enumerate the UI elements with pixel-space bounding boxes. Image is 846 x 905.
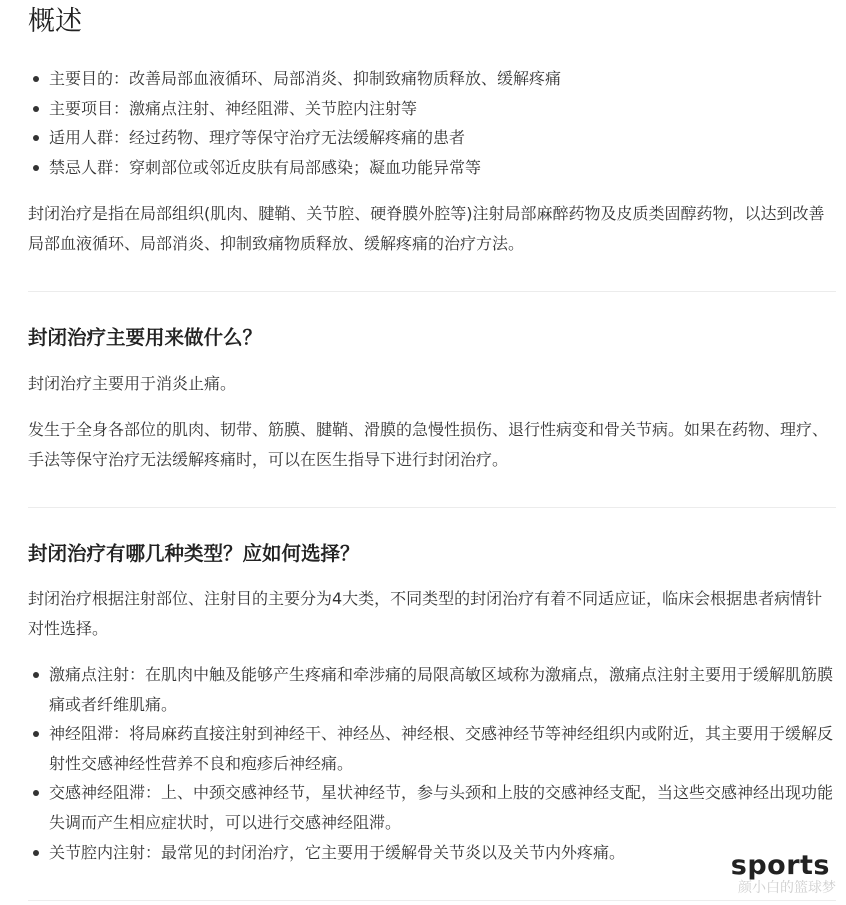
section-divider <box>28 291 836 292</box>
type-item-joint-injection: 关节腔内注射：最常见的封闭治疗，它主要用于缓解骨关节炎以及关节内外疼痛。 <box>28 838 836 868</box>
section-divider <box>28 900 836 901</box>
type-item-sympathetic-block: 交感神经阻滞：上、中颈交感神经节，星状神经节，参与头颈和上肢的交感神经支配，当这些交感神经出现功能失调而产生相应症状时，可以进行交感神经阻滞。 <box>28 778 836 837</box>
type-item-trigger-point: 激痛点注射：在肌肉中触及能够产生疼痛和牵涉痛的局限高敏区域称为激痛点，激痛点注射主要用于缓解肌筋膜痛或者纤维肌痛。 <box>28 660 836 719</box>
uses-paragraph-2: 发生于全身各部位的肌肉、韧带、筋膜、腱鞘、滑膜的急慢性损伤、退行性病变和骨关节病。如果在药物、理疗、手法等保守治疗无法缓解疼痛时，可以在医生指导下进行封闭治疗。 <box>28 420 829 469</box>
summary-list <box>28 64 836 183</box>
page-title: 概述 <box>28 6 82 37</box>
type-item-nerve-block: 神经阻滞：将局麻药直接注射到神经干、神经丛、神经根、交感神经节等神经组织内或附近，其主要用于缓解反射性交感神经性营养不良和疱疹后神经痛。 <box>28 719 836 778</box>
summary-item-purpose: 主要目的：改善局部血液循环、局部消炎、抑制致痛物质释放、缓解疼痛 <box>28 64 836 94</box>
summary-item-projects: 主要项目：激痛点注射、神经阻滞、关节腔内注射等 <box>28 94 836 124</box>
watermark-logo: sports <box>730 850 830 881</box>
section-divider <box>28 507 836 508</box>
types-list <box>28 660 836 867</box>
section-heading-uses: 封闭治疗主要用来做什么？ <box>28 326 263 349</box>
watermark <box>690 851 840 899</box>
watermark-author: 颜小白的篮球梦 <box>738 880 836 896</box>
uses-paragraph-1: 封闭治疗主要用于消炎止痛。 <box>28 374 237 393</box>
summary-item-contraindications: 禁忌人群：穿刺部位或邻近皮肤有局部感染；凝血功能异常等 <box>28 153 836 183</box>
section-heading-types: 封闭治疗有哪几种类型？应如何选择？ <box>28 542 360 565</box>
intro-paragraph: 封闭治疗是指在局部组织(肌肉、腱鞘、关节腔、硬脊膜外腔等)注射局部麻醉药物及皮质类固醇药物，以达到改善局部血液循环、局部消炎、抑制致痛物质释放、缓解疼痛的治疗方法。 <box>28 204 825 253</box>
summary-item-suitable: 适用人群：经过药物、理疗等保守治疗无法缓解疼痛的患者 <box>28 123 836 153</box>
types-intro-paragraph: 封闭治疗根据注射部位、注射目的主要分为4大类，不同类型的封闭治疗有着不同适应证，临床会根据患者病情针对性选择。 <box>28 589 823 638</box>
